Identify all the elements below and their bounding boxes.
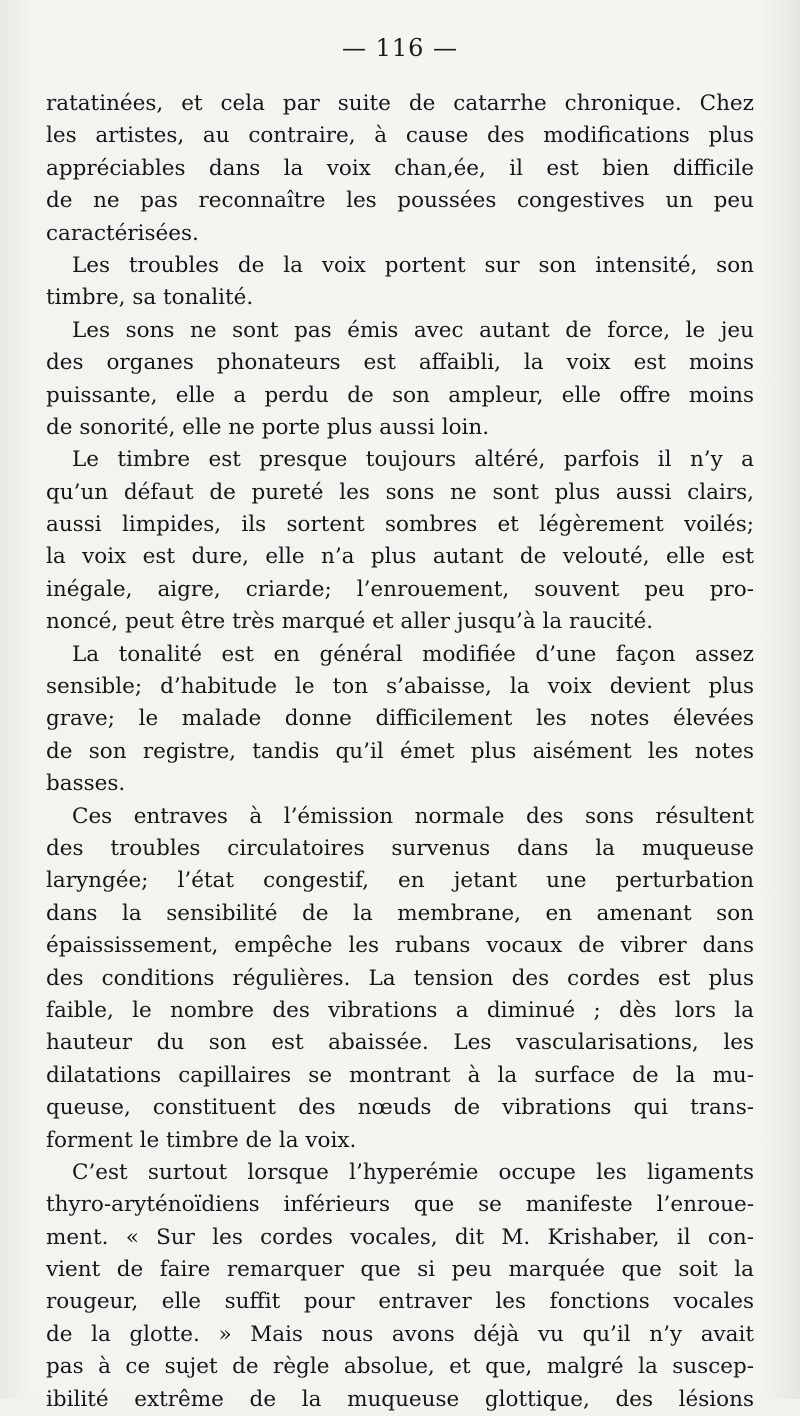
text-line: vient de faire remarquer que si peu marquée que soit la	[46, 1257, 754, 1283]
text-line: appréciables dans la voix chan,ée, il est bien difficile	[46, 155, 754, 181]
text-line: Ces entraves à l’émission normale des sons résultent	[72, 803, 754, 829]
text-line: rougeur, elle suffit pour entraver les fonctions vocales	[46, 1289, 754, 1315]
text-line: ratatinées, et cela par suite de catarrhe chronique. Chez	[46, 91, 754, 116]
text-line: caractérisées.	[46, 220, 199, 246]
text-line: des troubles circulatoires survenus dans la muqueuse	[46, 835, 754, 861]
text-line: Les troubles de la voix portent sur son intensité, son	[72, 252, 754, 278]
text-line: les artistes, au contraire, à cause des modifications plus	[46, 123, 754, 149]
text-line: sensible; d’habitude le ton s’abaisse, la voix devient plus	[46, 674, 754, 700]
text-line: dans la sensibilité de la membrane, en amenant son	[46, 900, 754, 926]
text-line: La tonalité est en général modifiée d’une façon assez	[72, 641, 754, 667]
text-line: C’est surtout lorsque l’hyperémie occupe les ligaments	[72, 1159, 754, 1185]
text-line: forment le timbre de la voix.	[46, 1127, 357, 1153]
text-line: de son registre, tandis qu’il émet plus aisément les notes	[46, 738, 754, 764]
text-line: faible, le nombre des vibrations a diminué ; dès lors la	[46, 997, 754, 1023]
text-line: ment. « Sur les cordes vocales, dit M. Krishaber, il con-	[46, 1224, 754, 1250]
text-line: des organes phonateurs est affaibli, la voix est moins	[46, 350, 754, 376]
text-line: qu’un défaut de pureté les sons ne sont plus aussi clairs,	[46, 479, 754, 505]
text-line: des conditions régulières. La tension des cordes est plus	[46, 965, 754, 991]
text-line: ibilité extrême de la muqueuse glottique, des lésions	[46, 1386, 754, 1412]
text-line: de la glotte. » Mais nous avons déjà vu qu’il n’y avait	[46, 1321, 754, 1347]
text-line: de ne pas reconnaître les poussées congestives un peu	[46, 188, 754, 214]
text-line: pas à ce sujet de règle absolue, et que, malgré la suscep-	[46, 1354, 754, 1380]
text-line: grave; le malade donne difficilement les notes élevées	[46, 706, 754, 732]
text-line: hauteur du son est abaissée. Les vascularisations, les	[46, 1030, 754, 1056]
text-line: Les sons ne sont pas émis avec autant de force, le jeu	[72, 317, 754, 343]
text-line: aussi limpides, ils sortent sombres et légèrement voilés;	[46, 512, 754, 538]
text-line: dilatations capillaires se montrant à la surface de la mu-	[46, 1062, 754, 1088]
text-line: queuse, constituent des nœuds de vibrations qui trans-	[46, 1095, 754, 1121]
text-line: Le timbre est presque toujours altéré, parfois il n’y a	[72, 447, 754, 473]
text-line: noncé, peut être très marqué et aller jusqu’à la raucité.	[46, 609, 654, 635]
text-line: épaississement, empêche les rubans vocaux de vibrer dans	[46, 933, 754, 959]
text-line: timbre, sa tonalité.	[46, 285, 254, 311]
text-line: de sonorité, elle ne porte plus aussi loin.	[46, 414, 490, 440]
text-line: inégale, aigre, criarde; l’enrouement, souvent peu pro-	[46, 576, 754, 602]
body-text	[46, 88, 754, 1416]
page-number: — 116 —	[341, 34, 459, 62]
text-line: puissante, elle a perdu de son ampleur, elle offre moins	[46, 382, 754, 408]
text-line: la voix est dure, elle n’a plus autant de velouté, elle est	[46, 544, 754, 570]
text-line: laryngée; l’état congestif, en jetant une perturbation	[46, 868, 754, 894]
text-line: thyro-aryténoïdiens inférieurs que se manifeste l’enroue-	[46, 1192, 754, 1218]
text-line: basses.	[46, 771, 126, 797]
